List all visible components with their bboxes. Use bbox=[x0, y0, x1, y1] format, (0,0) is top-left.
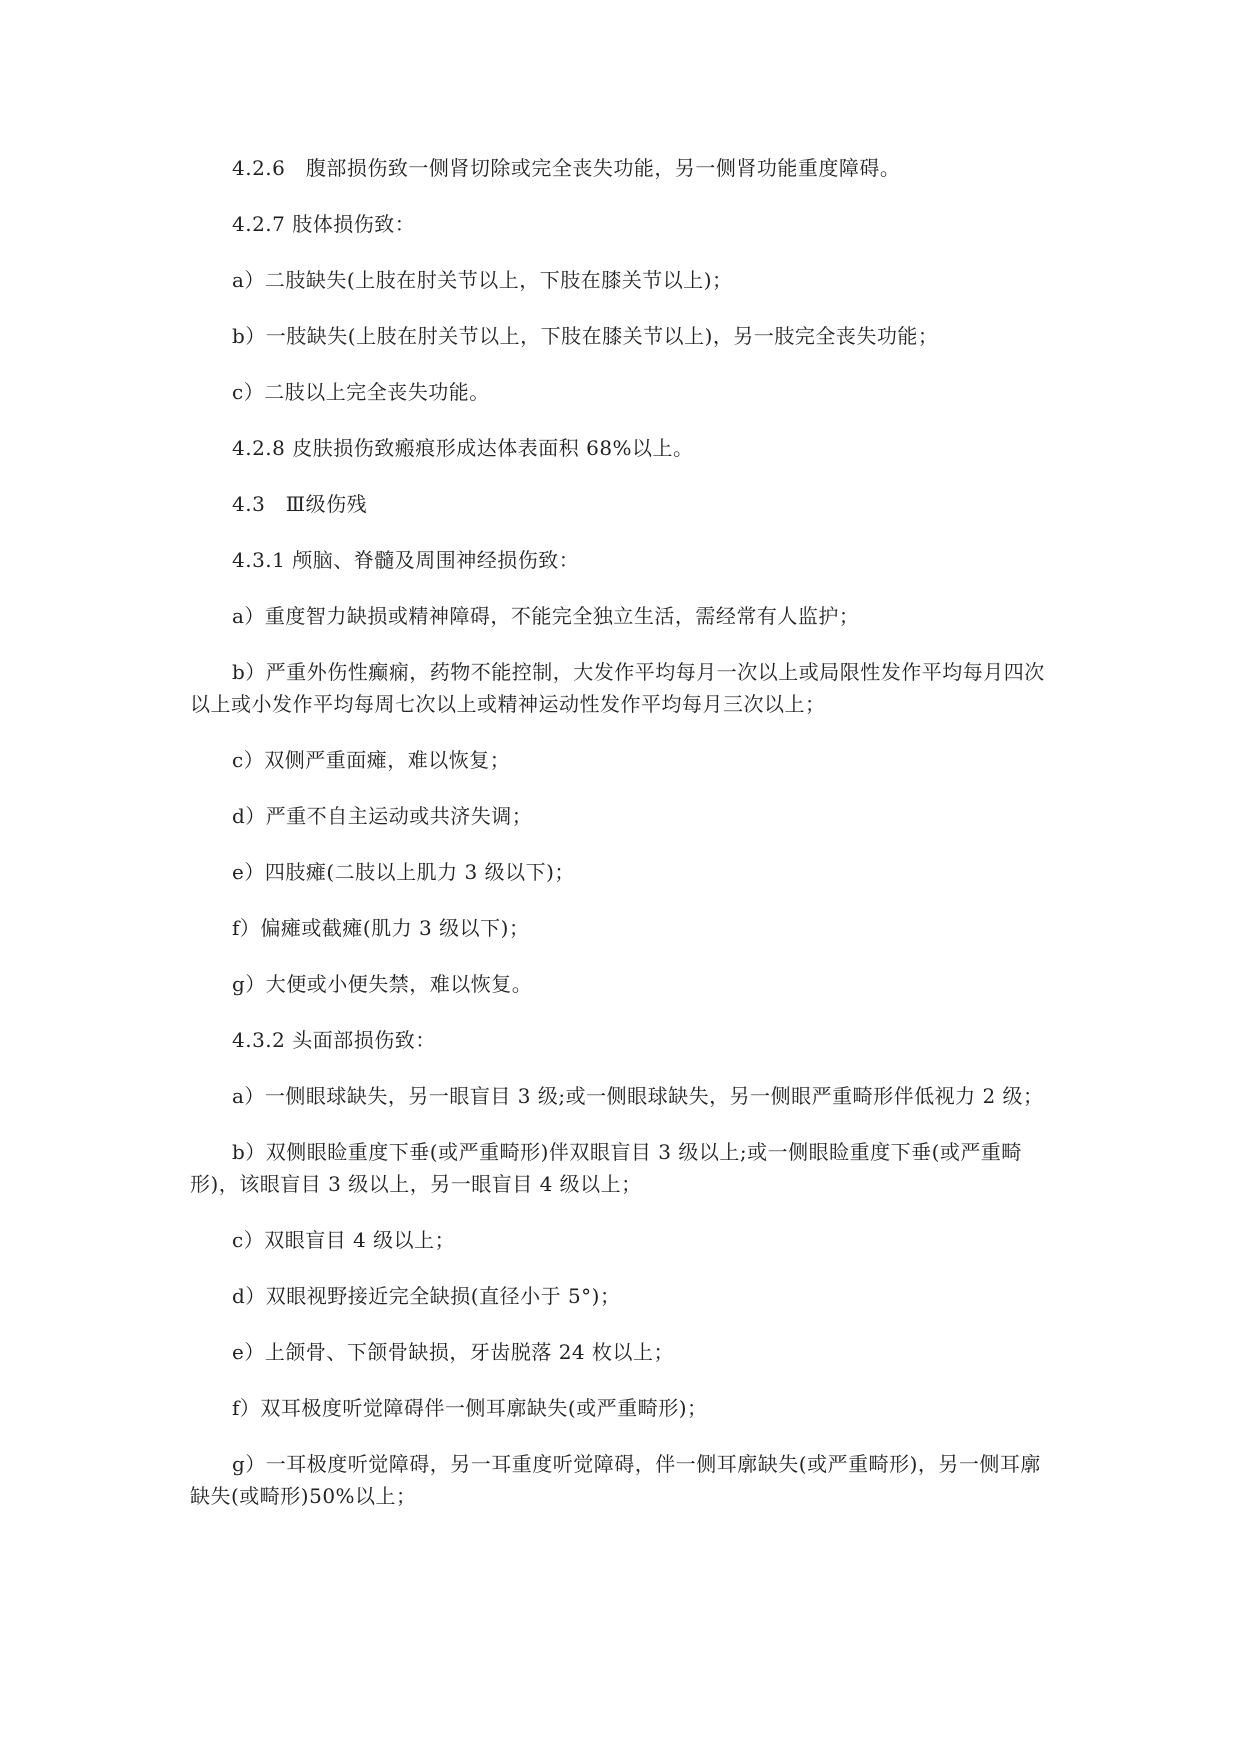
list-item-f: f）双耳极度听觉障碍伴一侧耳廓缺失(或严重畸形)； bbox=[232, 1396, 708, 1420]
clause-4-2-8: 4.2.8 皮肤损伤致瘢痕形成达体表面积 68%以上。 bbox=[232, 436, 694, 460]
list-item-a: a）重度智力缺损或精神障碍，不能完全独立生活，需经常有人监护； bbox=[232, 604, 860, 628]
clause-4-3-2: 4.3.2 头面部损伤致： bbox=[232, 1028, 436, 1052]
list-item-e: e）上颌骨、下颌骨缺损，牙齿脱落 24 枚以上； bbox=[232, 1340, 674, 1364]
list-item-a: a）二肢缺失(上肢在肘关节以上，下肢在膝关节以上)； bbox=[232, 268, 733, 292]
clause-4-3-1: 4.3.1 颅脑、脊髓及周围神经损伤致： bbox=[232, 548, 580, 572]
list-item-g: g）一耳极度听觉障碍，另一耳重度听觉障碍，伴一侧耳廓缺失(或严重畸形)，另一侧耳廓缺失(或畸形)50%以上； bbox=[190, 1452, 1041, 1508]
list-item-c: c）二肢以上完全丧失功能。 bbox=[232, 380, 490, 404]
list-item-d: d）双眼视野接近完全缺损(直径小于 5°)； bbox=[232, 1284, 621, 1308]
list-item-c: c）双侧严重面瘫，难以恢复； bbox=[232, 748, 511, 772]
clause-4-2-7: 4.2.7 肢体损伤致： bbox=[232, 212, 416, 236]
list-item-b: b）一肢缺失(上肢在肘关节以上，下肢在膝关节以上)，另一肢完全丧失功能； bbox=[232, 324, 939, 348]
list-item-b: b）双侧眼睑重度下垂(或严重畸形)伴双眼盲目 3 级以上;或一侧眼睑重度下垂(或严重畸形)，该眼盲目 3 级以上，另一眼盲目 4 级以上； bbox=[190, 1140, 1022, 1196]
clause-4-2-6: 4.2.6 腹部损伤致一侧肾切除或完全丧失功能，另一侧肾功能重度障碍。 bbox=[232, 156, 901, 180]
list-item-b: b）严重外伤性癫痫，药物不能控制，大发作平均每月一次以上或局限性发作平均每月四次以上或小发作平均每周七次以上或精神运动性发作平均每月三次以上； bbox=[190, 660, 1045, 716]
list-item-e: e）四肢瘫(二肢以上肌力 3 级以下)； bbox=[232, 860, 575, 884]
document-body bbox=[190, 152, 1057, 1512]
list-item-d: d）严重不自主运动或共济失调； bbox=[232, 804, 533, 828]
list-item-a: a）一侧眼球缺失，另一眼盲目 3 级;或一侧眼球缺失，另一侧眼严重畸形伴低视力 2 级； bbox=[232, 1084, 1044, 1108]
list-item-f: f）偏瘫或截瘫(肌力 3 级以下)； bbox=[232, 916, 530, 940]
list-item-c: c）双眼盲目 4 级以上； bbox=[232, 1228, 456, 1252]
section-heading-4-3: 4.3 Ⅲ级伤残 bbox=[232, 492, 368, 516]
list-item-g: g）大便或小便失禁，难以恢复。 bbox=[232, 972, 533, 996]
